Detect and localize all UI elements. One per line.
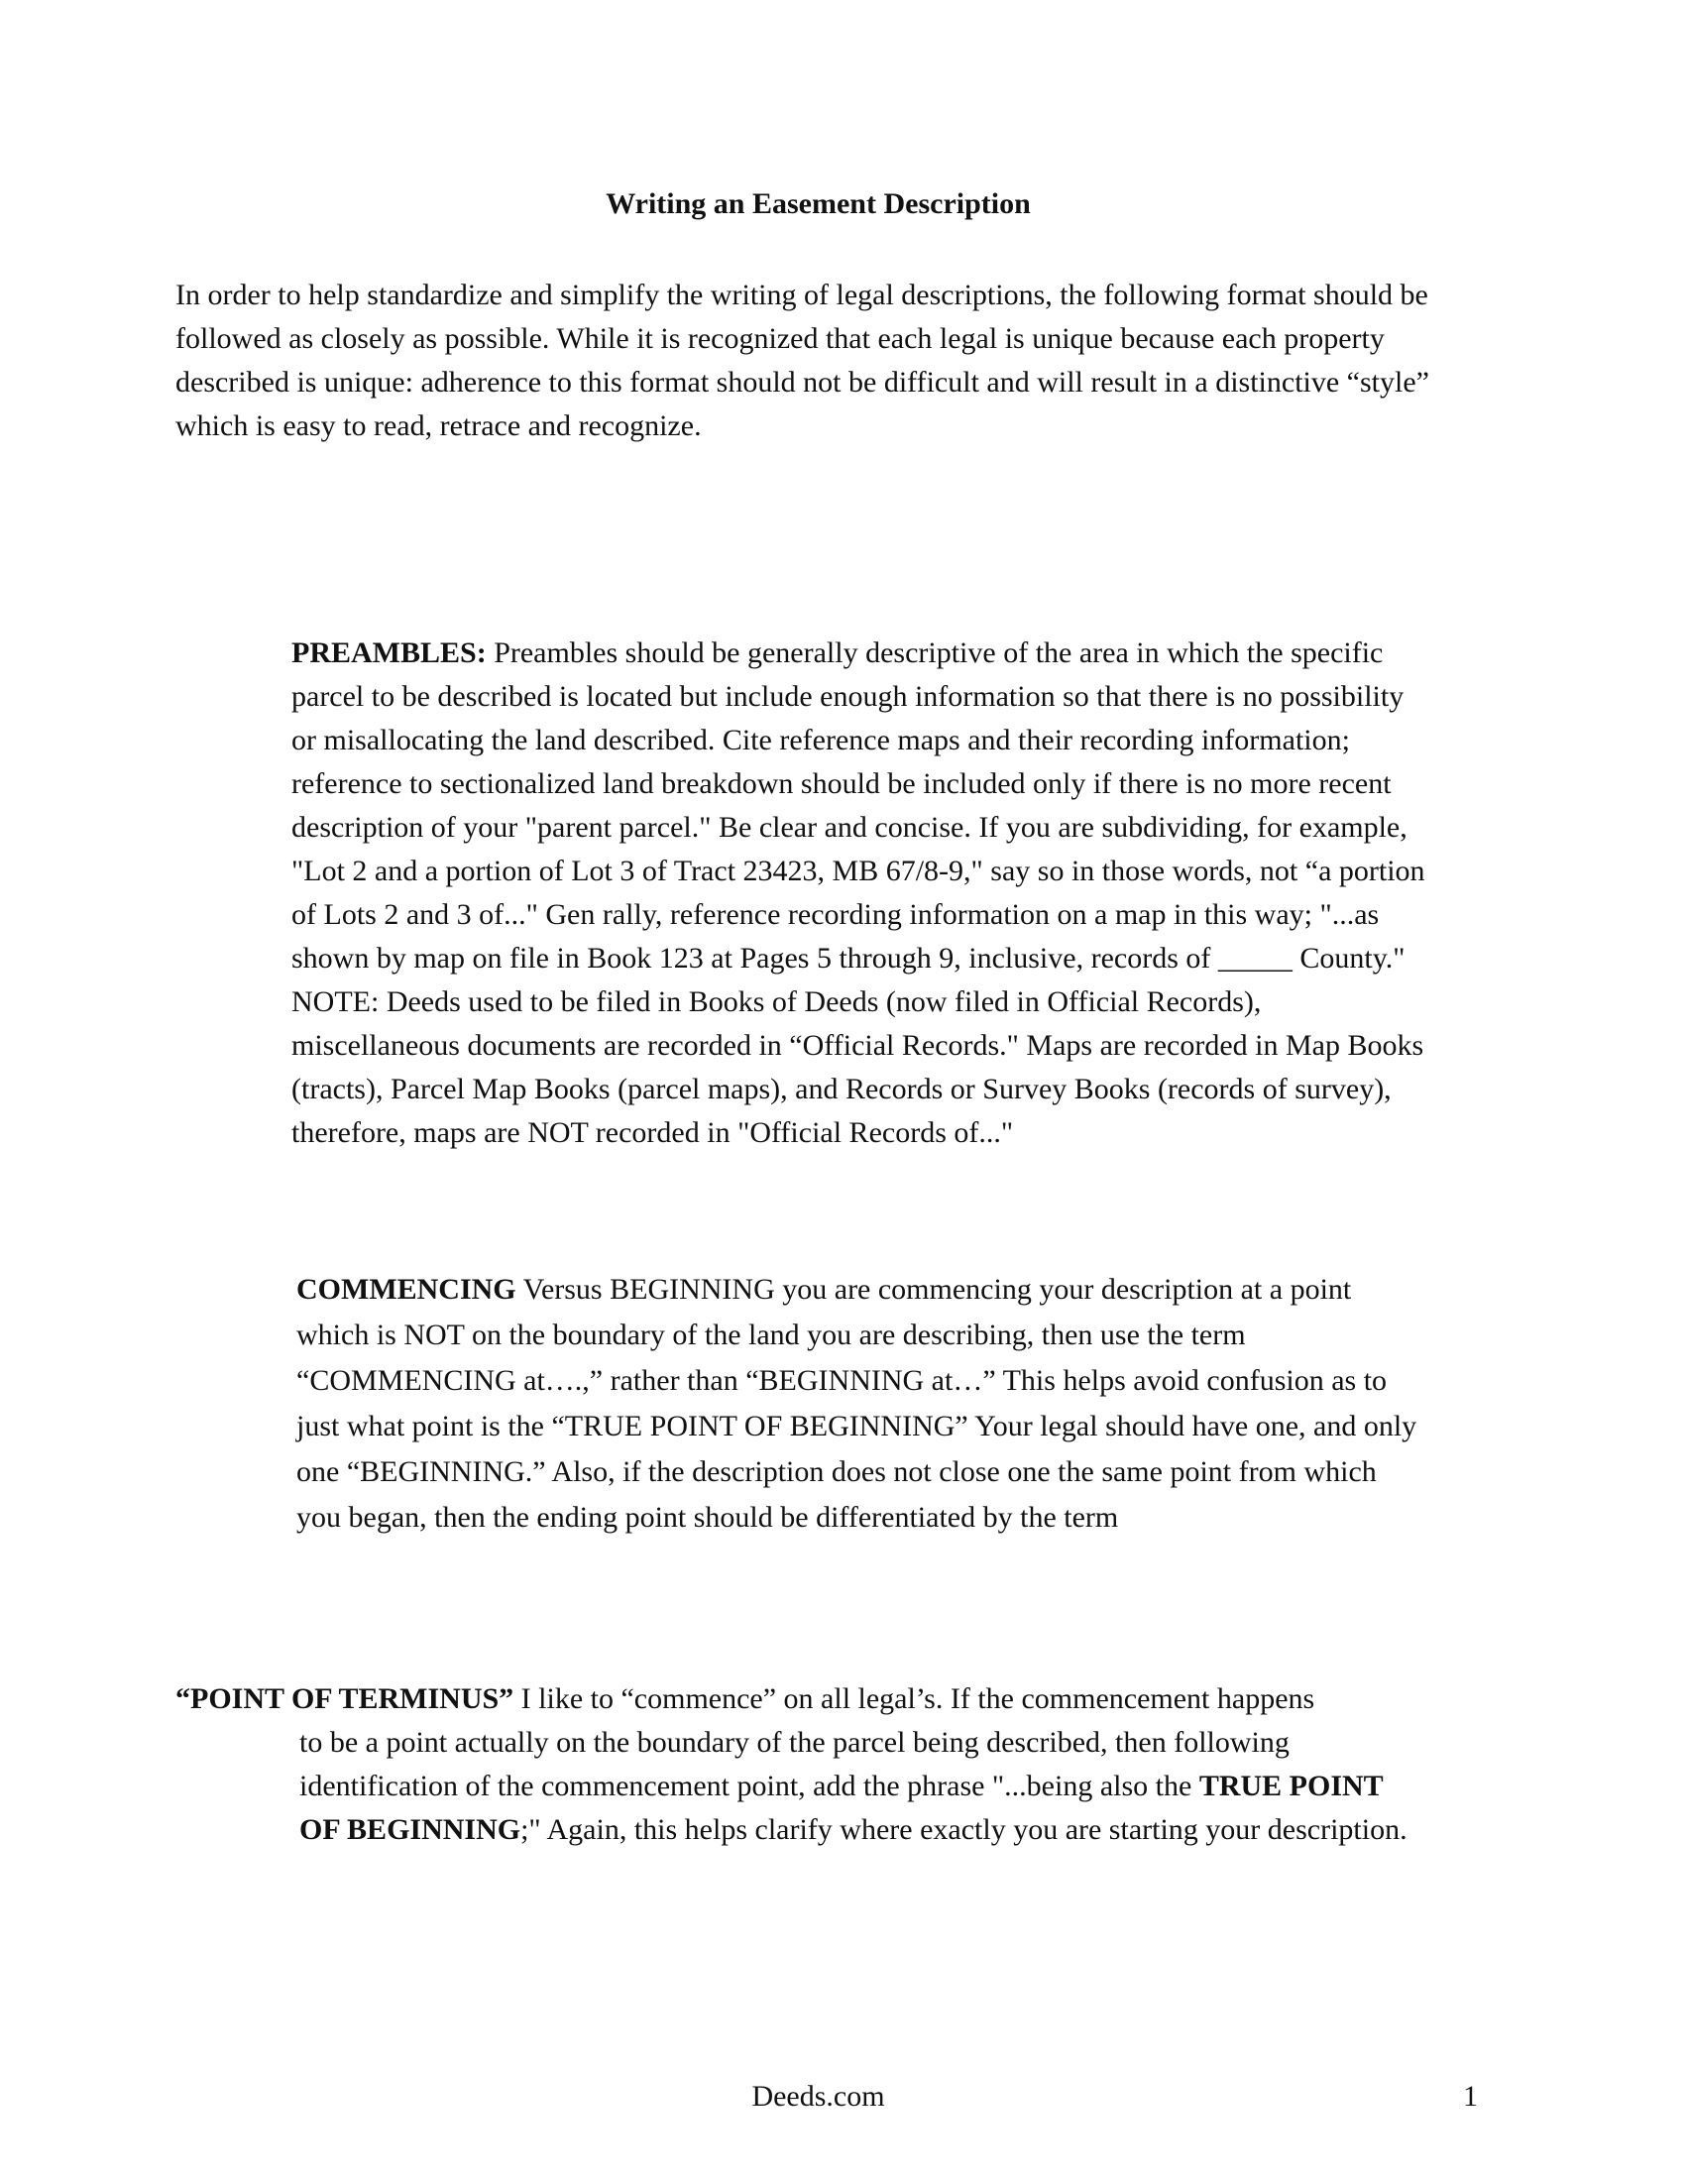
commencing-paragraph — [296, 1267, 1426, 1541]
terminus-body-middle: to be a point actually on the boundary of the parcel being described, then following identification of the commencement point, add the phrase "...being also the — [299, 1726, 1290, 1802]
terminus-body-end: ;" Again, this helps clarify where exactly you are starting your description. — [520, 1813, 1407, 1846]
commencing-heading: COMMENCING — [296, 1273, 516, 1306]
document-title: Writing an Easement Description — [606, 187, 1031, 220]
true-point-of-beginning: TRUE POINT OF BEGINNING — [299, 1770, 1384, 1846]
terminus-body-first: I like to “commence” on all legal’s. If the commencement happens — [513, 1682, 1315, 1715]
footer-site: Deeds.com — [751, 2080, 885, 2113]
preambles-paragraph — [291, 632, 1431, 1155]
preambles-heading: PREAMBLES: — [291, 636, 487, 669]
preambles-body: Preambles should be generally descriptive of the area in which the specific parcel to be described is located but include enough information so that there is no possibility or misallocating the land described. Cite reference maps and their recording information; reference to sectionalized land breakdown should be included only if there is no more recent description of your "parent parcel." Be clear and concise. If you are subdividing, for example, "Lot 2 and a portion of Lot 3 of Tract 23423, MB 67/8-9," say so in those words, not “a portion of Lots 2 and 3 of..." Gen rally, reference recording information on a map in this way; "...as shown by map on file in Book 123 at Pages 5 through 9, inclusive, records of _____ County." NOTE: Deeds used to be filed in Books of Deeds (now filed in Official Records), miscellaneous documents are recorded in “Official Records." Maps are recorded in Map Books (tracts), Parcel Map Books (parcel maps), and Records or Survey Books (records of survey), therefore, maps are NOT recorded in "Official Records of..." — [291, 636, 1425, 1149]
page-number: 1 — [1463, 2080, 1478, 2113]
terminus-continuation — [175, 1721, 1429, 1852]
terminus-heading: “POINT OF TERMINUS” — [175, 1682, 514, 1715]
terminus-paragraph — [175, 1677, 1464, 1852]
commencing-body: Versus BEGINNING you are commencing your description at a point which is NOT on the boundary of the land you are describing, then use the term “COMMENCING at….,” rather than “BEGINNING at…” This helps avoid confusion as to just what point is the “TRUE POINT OF BEGINNING” Your legal should have one, and only one “BEGINNING.” Also, if the description does not close one the same point from which you began, then the ending point should be differentiated by the term — [296, 1273, 1417, 1534]
intro-paragraph: In order to help standardize and simplify the writing of legal descriptions, the following format should be followed as closely as possible. While it is recognized that each legal is unique because each property described is unique: adherence to this format should not be difficult and will result in a distinctive “style” which is easy to read, retrace and recognize. — [175, 279, 1429, 442]
terminus-first-line — [175, 1677, 1464, 1721]
